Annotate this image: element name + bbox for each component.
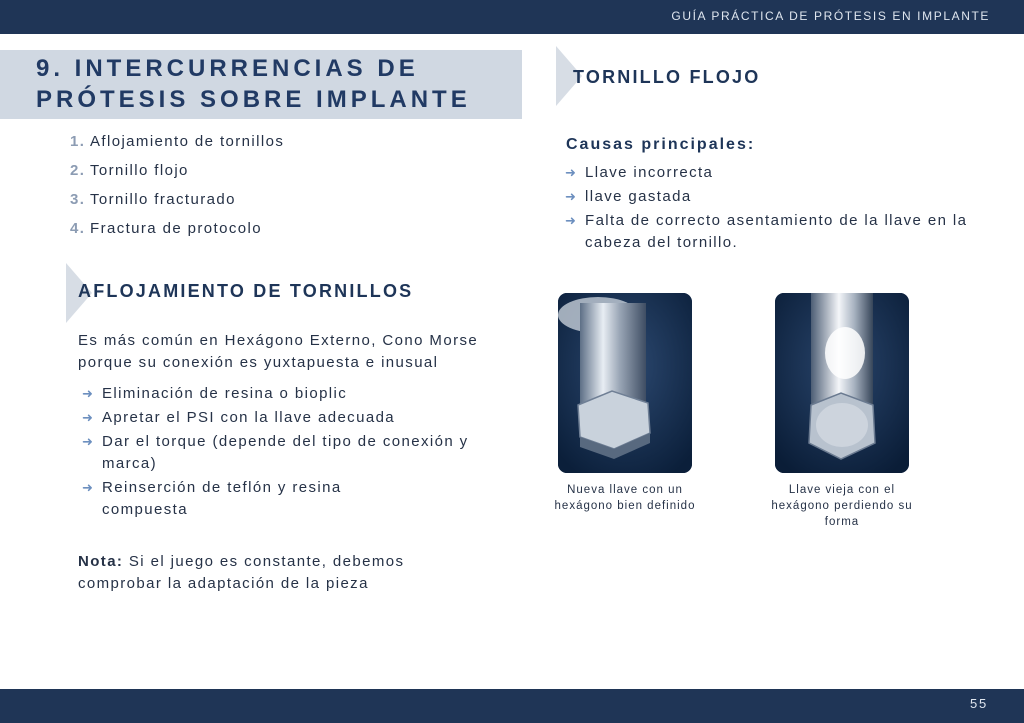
list-number: 1. [70, 133, 86, 150]
list-item: ➜ Llave incorrecta [565, 162, 995, 184]
arrow-icon: ➜ [565, 189, 578, 204]
page-number: 55 [969, 696, 988, 711]
list-label: Tornillo flojo [90, 162, 189, 179]
section-title-aflojamiento: AFLOJAMIENTO DE TORNILLOS [78, 281, 414, 301]
header-title: GUÍA PRÁCTICA DE PRÓTESIS EN IMPLANTE [671, 9, 990, 23]
arrow-icon: ➜ [82, 386, 95, 401]
list-label: Aflojamiento de tornillos [90, 133, 285, 150]
list-item [70, 220, 340, 249]
arrow-icon: ➜ [565, 165, 578, 180]
list-item [70, 133, 340, 162]
arrow-icon: ➜ [82, 480, 95, 495]
arrow-icon: ➜ [82, 410, 95, 425]
list-item [70, 162, 340, 191]
worn-hex-key-image [775, 293, 909, 473]
note-label: Nota: [78, 553, 124, 570]
note-text: Si el juego es constante, debemos comprobar la adaptación de la pieza [78, 553, 405, 592]
causes-title: Causas principales: [566, 136, 756, 153]
photo-caption-new: Nueva llave con un hexágono bien definido [554, 484, 696, 512]
arrow-icon: ➜ [82, 434, 95, 449]
section-title-tornillo-flojo: TORNILLO FLOJO [573, 67, 761, 87]
photo-caption-old: Llave vieja con el hexágono perdiendo su forma [771, 484, 913, 528]
aflojamiento-intro: Es más común en Hexágono Externo, Cono Morse porque su conexión es yuxtapuesta e inusual [78, 332, 479, 371]
list-item: ➜ llave gastada [565, 186, 995, 208]
topic-list [70, 133, 340, 249]
footer-bar [0, 689, 1024, 723]
note [78, 551, 478, 595]
list-item: ➜ Apretar el PSI con la llave adecuada [82, 407, 492, 429]
list-label: Tornillo fracturado [90, 191, 236, 208]
list-item: ➜ Dar el torque (depende del tipo de conexión y marca) [82, 433, 469, 472]
header-bar [0, 0, 1024, 34]
list-item [70, 191, 340, 220]
new-key-photo [558, 293, 692, 473]
list-number: 3. [70, 191, 86, 208]
arrow-icon: ➜ [565, 213, 578, 228]
list-item: ➜ Eliminación de resina o bioplic [82, 383, 492, 405]
aflojamiento-steps [82, 383, 492, 523]
old-key-photo [775, 293, 909, 473]
list-item: ➜ Falta de correcto asentamiento de la llave en la cabeza del tornillo. [565, 212, 968, 251]
causes-list [565, 162, 995, 256]
new-hex-key-image [558, 293, 692, 473]
list-number: 4. [70, 220, 86, 237]
list-label: Fractura de protocolo [90, 220, 262, 237]
page-title: 9. INTERCURRENCIAS DE PRÓTESIS SOBRE IMPLANTE [36, 55, 471, 113]
list-item: ➜ Reinserción de teflón y resina compuesta [82, 479, 342, 518]
list-number: 2. [70, 162, 86, 179]
